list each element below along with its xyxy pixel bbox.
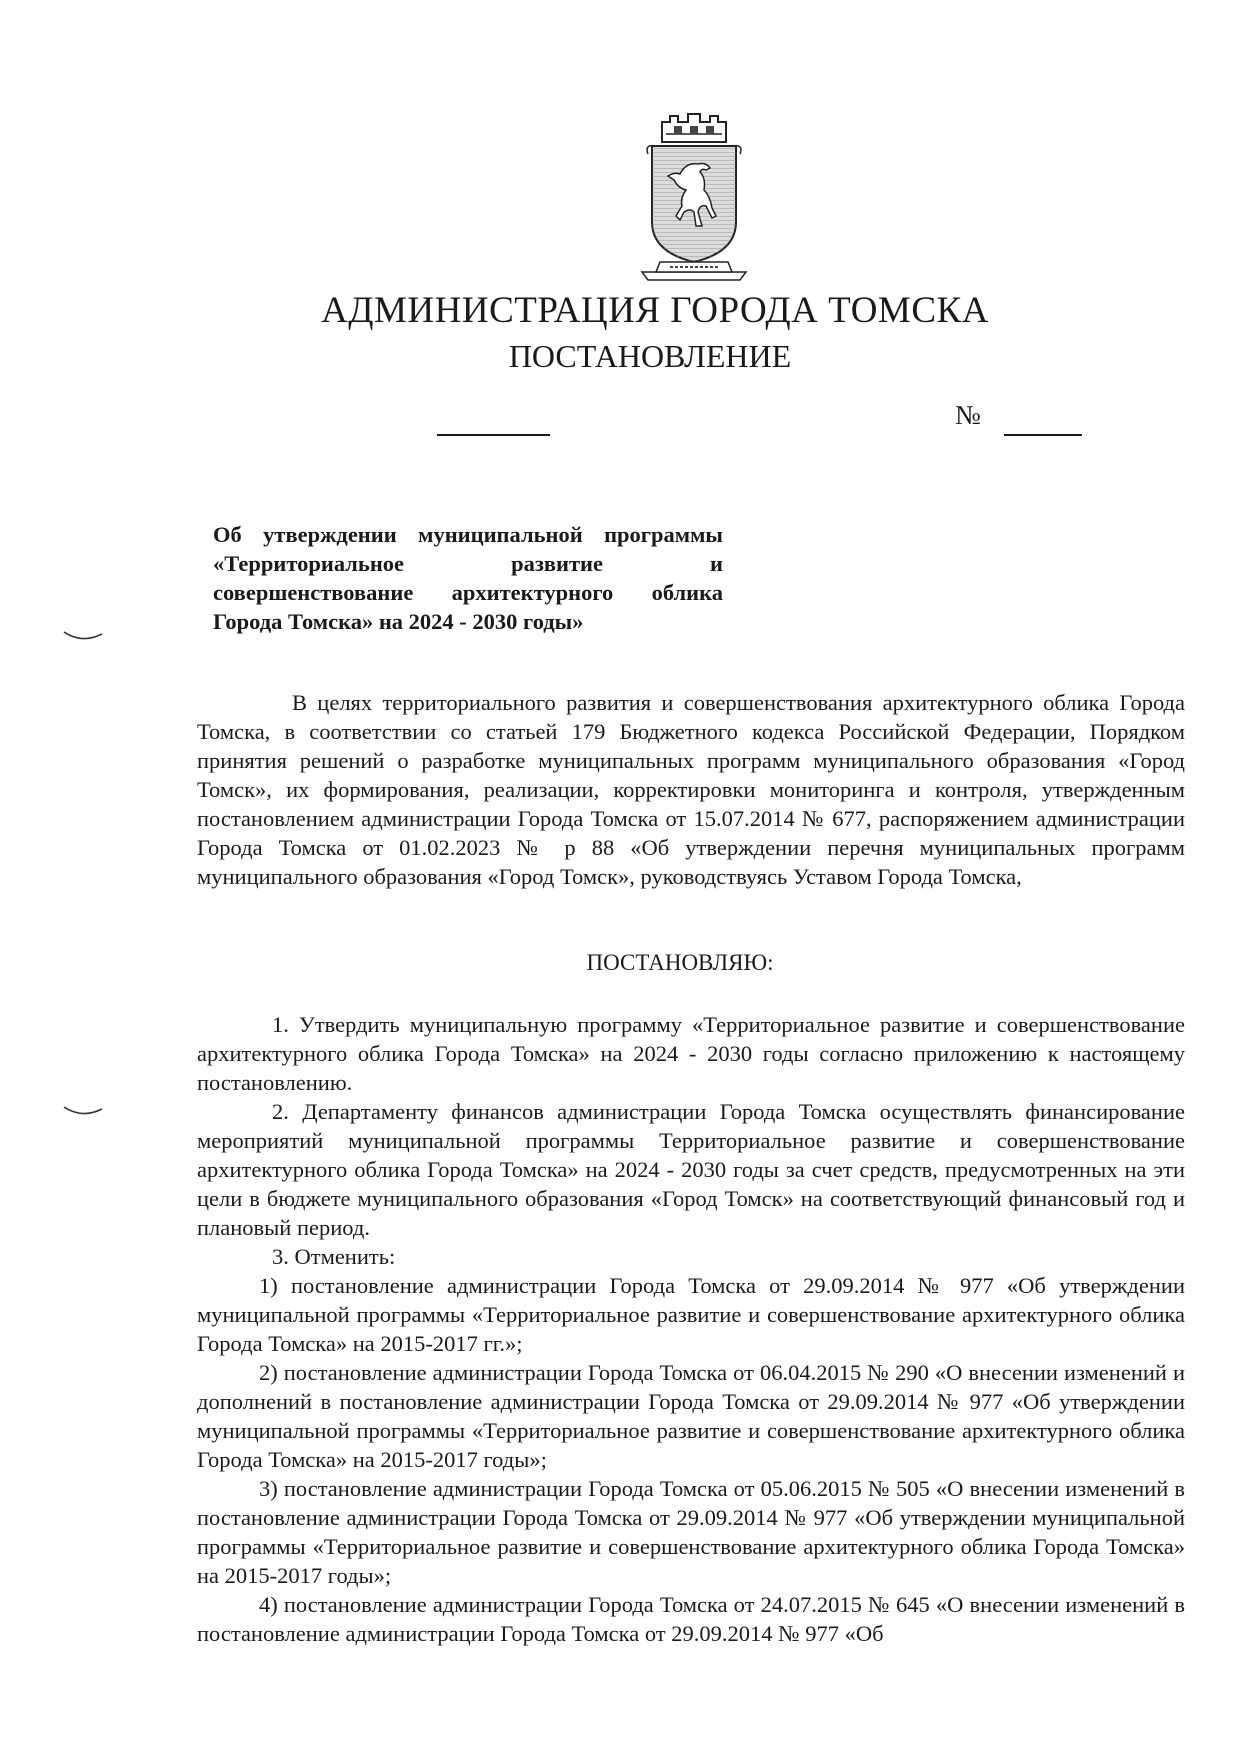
repeal-sub-item: 2) постановление администрации Города Томска от 06.04.2015 № 290 «О внесении изменений и дополнений в постановление администрации Города Томска от 29.09.2014 № 977 «Об утверждении муниципальной программы «Территориальное развитие и совершенствование архитектурного облика Города Томска» на 2015-2017 годы»; xyxy=(197,1360,1185,1472)
decree-item: 1. Утвердить муниципальную программу «Территориальное развитие и совершенствование архитектурного облика Города Томска» на 2024 - 2030 годы согласно приложению к настоящему постановлению. xyxy=(197,1012,1185,1095)
decree-heading: ПОСТАНОВЛЯЮ: xyxy=(586,950,774,975)
organization-title: АДМИНИСТРАЦИЯ ГОРОДА ТОМСКА xyxy=(321,290,989,331)
hole-punch-mark-icon xyxy=(62,1105,104,1119)
repeal-sub-item: 3) постановление администрации Города Томска от 05.06.2015 № 505 «О внесении изменений в постановление администрации Города Томска от 29.09.2014 № 977 «Об утверждении муниципальной программы «Территориальное развитие и совершенствование архитектурного облика Города Томска» на 2015-2017 годы»; xyxy=(197,1476,1185,1588)
hole-punch-mark-icon xyxy=(62,630,104,644)
decree-items xyxy=(197,1010,1185,1648)
repeal-sub-item: 1) постановление администрации Города Томска от 29.09.2014 № 977 «Об утверждении муниципальной программы «Территориальное развитие и совершенствование архитектурного облика Города Томска» на 2015-2017 гг.»; xyxy=(197,1273,1185,1356)
tomsk-coat-of-arms-icon xyxy=(640,112,748,287)
decree-item: 3. Отменить: xyxy=(272,1244,396,1269)
number-label: № xyxy=(955,400,981,430)
repeal-sub-item: 4) постановление администрации Города Томска от 24.07.2015 № 645 «О внесении изменений в постановление администрации Города Томска от 29.09.2014 № 977 «Об xyxy=(197,1592,1185,1646)
date-blank-line xyxy=(437,434,550,436)
document-type-title: ПОСТАНОВЛЕНИЕ xyxy=(508,338,792,374)
preamble-paragraph: В целях территориального развития и совершенствования архитектурного облика Города Томска, в соответствии со статьей 179 Бюджетного кодекса Российской Федерации, Порядком принятия решений о разработке муниципальных программ муниципального образования «Город Томск», их формирования, реализации, корректировки мониторинга и контроля, утвержденным постановлением администрации Города Томска от 15.07.2014 № 677, распоряжением администрации Города Томска от 01.02.2023 № р 88 «Об утверждении перечня муниципальных программ муниципального образования «Город Томск», руководствуясь Уставом Города Томска, xyxy=(197,690,1185,889)
number-blank-line xyxy=(1004,434,1082,436)
document-subject: Об утверждении муниципальной программы «Территориальное развитие и совершенствование архитектурного облика Города Томска» на 2024 - 2030 годы» xyxy=(213,522,723,634)
decree-item: 2. Департаменту финансов администрации Города Томска осуществлять финансирование мероприятий муниципальной программы Территориальное развитие и совершенствование архитектурного облика Города Томска» на 2024 - 2030 годы за счет средств, предусмотренных на эти цели в бюджете муниципального образования «Город Томск» на соответствующий финансовый год и плановый период. xyxy=(197,1099,1185,1240)
